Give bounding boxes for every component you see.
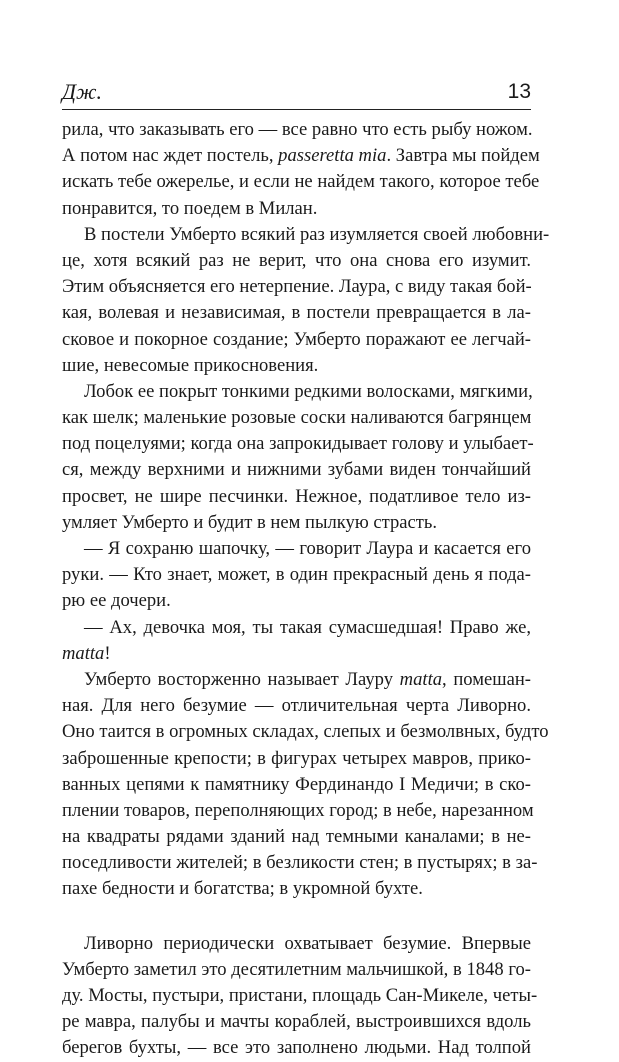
text-line: рила, что заказывать его — все равно что есть рыбу ножом. bbox=[62, 119, 533, 140]
italic-word: matta bbox=[399, 668, 443, 690]
text-line: — Я сохраню шапочку, — говорит Лаура и касается его bbox=[84, 538, 531, 559]
text-line: плении товаров, переполняющих город; в небе, нарезанном bbox=[62, 799, 534, 821]
text-line: Этим объясняется его нетерпение. Лаура, с виду такая бой- bbox=[62, 276, 532, 298]
text-line: — Ах, девочка моя, ты такая сумасшедшая! Право же, bbox=[84, 616, 531, 638]
text-line: matta! bbox=[62, 642, 111, 664]
paragraph bbox=[62, 931, 538, 1062]
text-line: В постели Умберто всякий раз изумляется своей любовни- bbox=[84, 223, 550, 245]
text-line: Умберто заметил это десятилетним мальчишкой, в 1848 го- bbox=[62, 958, 531, 980]
paragraph bbox=[62, 615, 531, 667]
running-head bbox=[62, 80, 531, 104]
text-line: кая, волевая и независимая, в постели превращается в ла- bbox=[62, 302, 531, 324]
text-line: Лобок ее покрыт тонкими редкими волосками, мягкими, bbox=[84, 380, 533, 402]
text-line: на квадраты рядами зданий над темными каналами; в не- bbox=[62, 826, 531, 848]
text-line: заброшенные крепости; в фигурах четырех мавров, прико- bbox=[62, 747, 531, 769]
text-line: искать тебе ожерелье, и если не найдем такого, которое тебе bbox=[62, 171, 540, 193]
text-line: поседливости жителей; в безликости стен; в пустырях; в за- bbox=[62, 852, 538, 874]
text-line: ванных цепями к памятнику Фердинандо I Медичи; в ско- bbox=[62, 773, 531, 795]
text-line: А потом нас ждет постель, passeretta mia. Завтра мы пойдем bbox=[62, 145, 540, 167]
text-line: Ливорно периодически охватывает безумие. Впервые bbox=[84, 932, 531, 954]
text-line: умляет Умберто и будит в нем пылкую страсть. bbox=[62, 511, 438, 533]
chapter-title: Дж. bbox=[62, 79, 102, 104]
paragraph bbox=[62, 536, 531, 615]
section-break bbox=[62, 903, 531, 931]
text-line: пахе бедности и богатства; в укромной бухте. bbox=[62, 878, 423, 900]
text-line: рю ее дочери. bbox=[62, 590, 171, 612]
text-line: Умберто восторженно называет Лауру matta, помешан- bbox=[84, 668, 531, 690]
text-line: просвет, не шире песчинки. Нежное, податливое тело из- bbox=[62, 485, 531, 507]
text-line: ся, между верхними и нижними зубами виден тончайший bbox=[62, 459, 531, 481]
header-rule bbox=[62, 109, 531, 110]
page-number: 13 bbox=[507, 80, 531, 103]
paragraph bbox=[62, 667, 549, 903]
text-line: ду. Мосты, пустыри, пристани, площадь Сан-Микеле, четы- bbox=[62, 985, 538, 1006]
text-line: берегов бухты, — все это заполнено людьми. Над толпой bbox=[62, 1037, 531, 1059]
text-line: це, хотя всякий раз не верит, что она снова его изумит. bbox=[62, 249, 531, 271]
italic-phrase: passeretta mia bbox=[278, 145, 387, 167]
paragraph bbox=[62, 222, 550, 379]
body-text bbox=[62, 117, 550, 1062]
text-line: Оно таится в огромных складах, слепых и безмолвных, будто bbox=[62, 721, 549, 743]
italic-word: matta bbox=[62, 642, 105, 664]
text-line: руки. — Кто знает, может, в один прекрасный день я пода- bbox=[62, 564, 531, 586]
text-line: ная. Для него безумие — отличительная черта Ливорно. bbox=[62, 695, 531, 717]
paragraph bbox=[62, 117, 540, 222]
paragraph bbox=[62, 379, 534, 536]
text-line: понравится, то поедем в Милан. bbox=[62, 197, 318, 219]
text-line: сковое и покорное создание; Умберто поражают ее легчай- bbox=[62, 328, 531, 350]
text-line: шие, невесомые прикосновения. bbox=[62, 354, 319, 376]
text-line: как шелк; маленькие розовые соски наливаются багрянцем bbox=[62, 407, 532, 429]
text-line: ре мавра, палубы и мачты кораблей, выстроившихся вдоль bbox=[62, 1011, 531, 1033]
text-line: под поцелуями; когда она запрокидывает голову и улыбает- bbox=[62, 433, 534, 455]
